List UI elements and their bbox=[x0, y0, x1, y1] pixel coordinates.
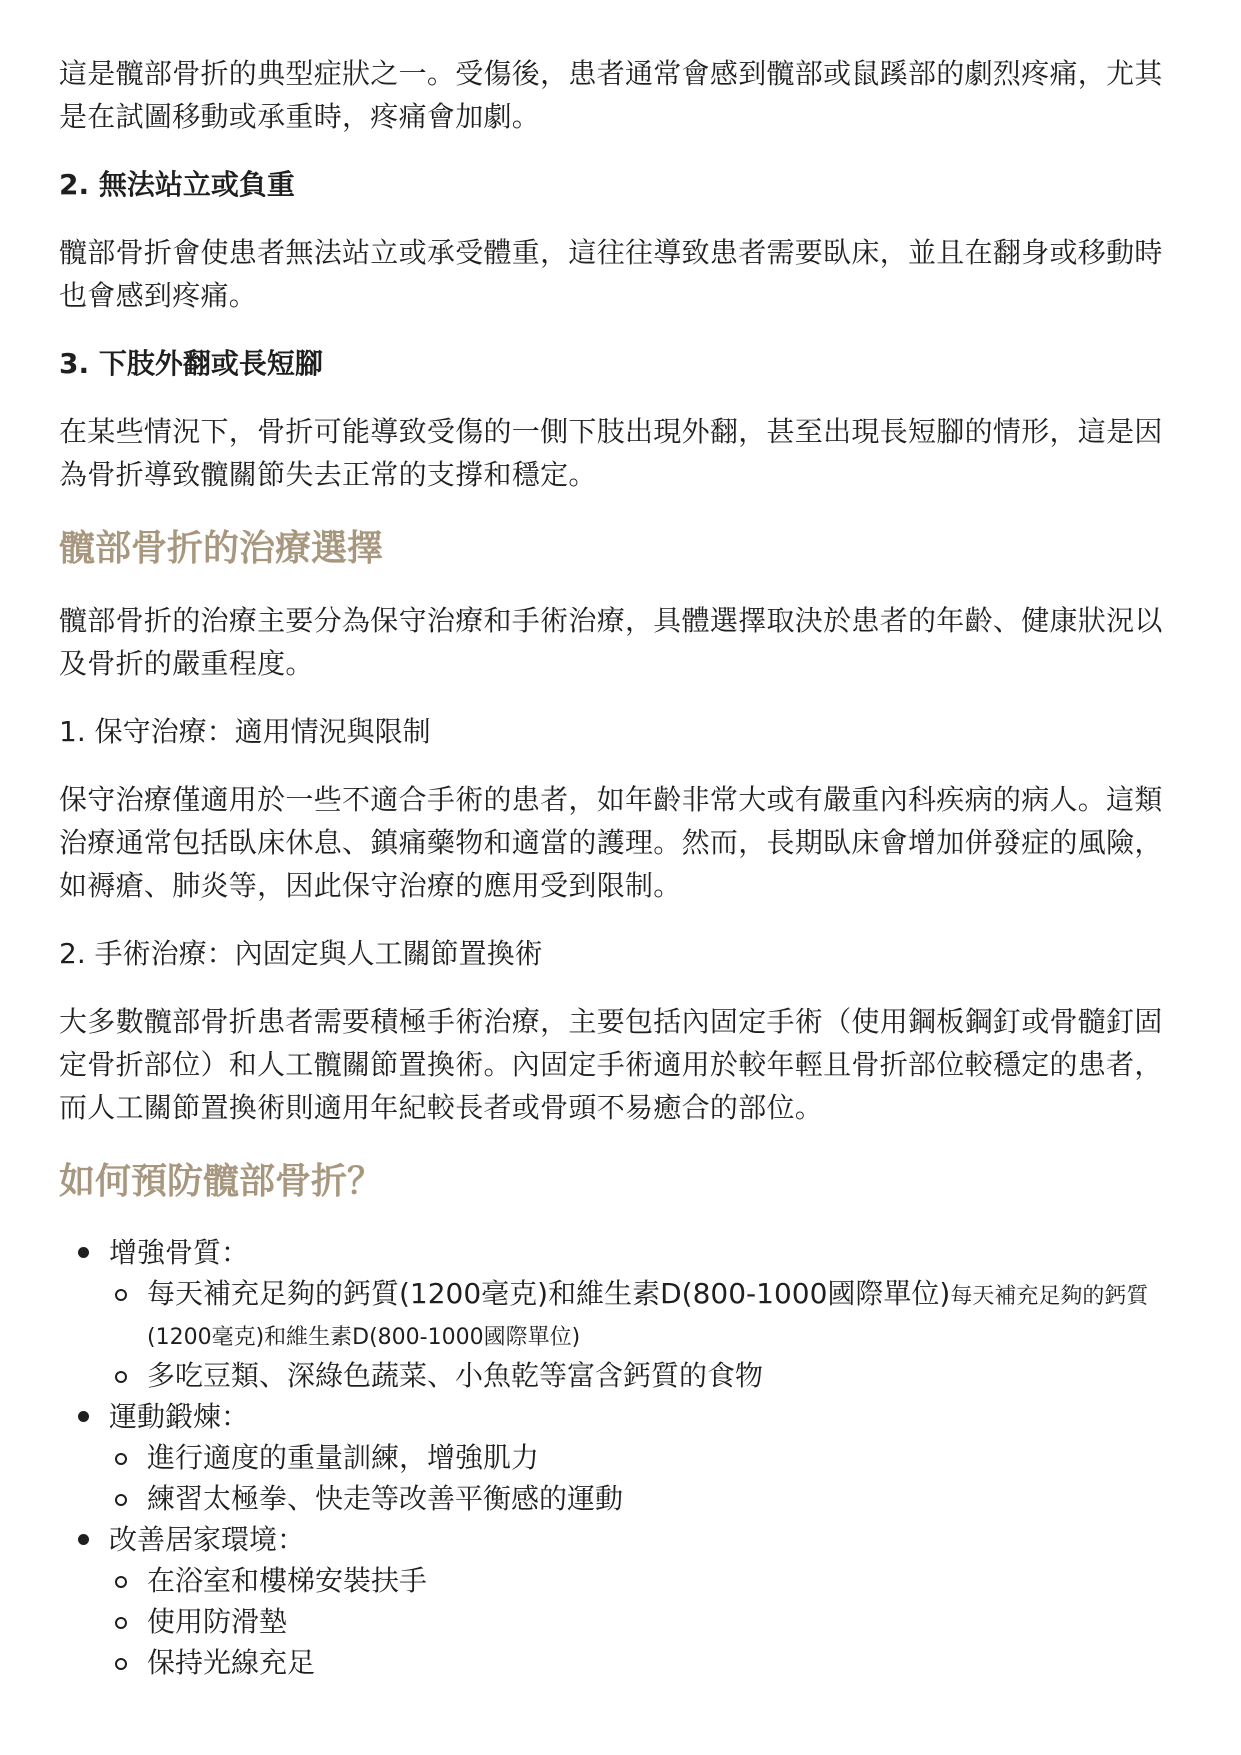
list-item-repeated-text: 每天補充足夠的鈣質(1200毫克)和維生素D(800-1000國際單位) bbox=[147, 1284, 1149, 1350]
prevention-section-title: 如何預防髖部骨折？ bbox=[59, 1161, 384, 1202]
list-item bbox=[109, 1273, 1183, 1355]
prevention-group bbox=[59, 1232, 1183, 1396]
prevention-group-label: 運動鍛煉： bbox=[109, 1400, 250, 1433]
bullet-dot-icon bbox=[78, 1411, 89, 1422]
bullet-circle-icon bbox=[115, 1494, 127, 1506]
bullet-dot-icon bbox=[78, 1534, 89, 1545]
bullet-circle-icon bbox=[115, 1371, 127, 1383]
list-item-text: 進行適度的重量訓練，增強肌力 bbox=[147, 1441, 540, 1474]
symptom-body: 髖部骨折會使患者無法站立或承受體重，這往往導致患者需要臥床，並且在翻身或移動時也會感到疼痛。 bbox=[59, 236, 1163, 312]
list-item-text: 多吃豆類、深綠色蔬菜、小魚乾等富含鈣質的食物 bbox=[147, 1359, 764, 1392]
list-item bbox=[109, 1560, 1183, 1601]
prevention-sublist bbox=[109, 1437, 1183, 1519]
prevention-list bbox=[59, 1232, 1183, 1683]
list-item-text: 保持光線充足 bbox=[147, 1646, 316, 1679]
symptom-body: 在某些情況下，骨折可能導致受傷的一側下肢出現外翻，甚至出現長短腳的情形，這是因為骨折導致髖關節失去正常的支撐和穩定。 bbox=[59, 415, 1163, 491]
list-item bbox=[109, 1642, 1183, 1683]
list-item-text: 練習太極拳、快走等改善平衡感的運動 bbox=[147, 1482, 624, 1515]
treatment-option-body: 大多數髖部骨折患者需要積極手術治療，主要包括內固定手術（使用鋼板鋼釘或骨髓釘固定骨折部位）和人工髖關節置換術。內固定手術適用於較年輕且骨折部位較穩定的患者，而人工關節置換術則適用年紀較長者或骨頭不易癒合的部位。 bbox=[59, 1005, 1163, 1124]
treatment-section-title: 髖部骨折的治療選擇 bbox=[59, 528, 384, 569]
bullet-circle-icon bbox=[115, 1453, 127, 1465]
treatment-option-body: 保守治療僅適用於一些不適合手術的患者，如年齡非常大或有嚴重內科疾病的病人。這類治療通常包括臥床休息、鎮痛藥物和適當的護理。然而，長期臥床會增加併發症的風險，如褥瘡、肺炎等，因此保守治療的應用受到限制。 bbox=[59, 783, 1163, 902]
prevention-group bbox=[59, 1519, 1183, 1683]
prevention-group-label: 增強骨質： bbox=[109, 1236, 250, 1269]
treatment-intro: 髖部骨折的治療主要分為保守治療和手術治療，具體選擇取決於患者的年齡、健康狀況以及骨折的嚴重程度。 bbox=[59, 604, 1163, 680]
bullet-circle-icon bbox=[115, 1576, 127, 1588]
list-item-text: 在浴室和樓梯安裝扶手 bbox=[147, 1564, 428, 1597]
symptom-heading: 2. 無法站立或負重 bbox=[59, 168, 295, 201]
list-item bbox=[109, 1478, 1183, 1519]
article-page bbox=[59, 52, 1183, 1683]
list-item-text: 每天補充足夠的鈣質(1200毫克)和維生素D(800-1000國際單位) bbox=[147, 1277, 951, 1310]
bullet-circle-icon bbox=[115, 1617, 127, 1629]
list-item bbox=[109, 1355, 1183, 1396]
list-item-text: 使用防滑墊 bbox=[147, 1605, 288, 1638]
list-item bbox=[109, 1601, 1183, 1642]
prevention-sublist bbox=[109, 1560, 1183, 1683]
intro-paragraph: 這是髖部骨折的典型症狀之一。受傷後，患者通常會感到髖部或鼠蹊部的劇烈疼痛，尤其是在試圖移動或承重時，疼痛會加劇。 bbox=[59, 57, 1163, 133]
treatment-option-heading: 1. 保守治療：適用情況與限制 bbox=[59, 715, 431, 748]
treatment-option-heading: 2. 手術治療：內固定與人工關節置換術 bbox=[59, 937, 543, 970]
prevention-sublist bbox=[109, 1273, 1183, 1396]
list-item bbox=[109, 1437, 1183, 1478]
prevention-group-label: 改善居家環境： bbox=[109, 1523, 306, 1556]
symptom-heading: 3. 下肢外翻或長短腳 bbox=[59, 347, 323, 380]
prevention-group bbox=[59, 1396, 1183, 1519]
bullet-circle-icon bbox=[115, 1658, 127, 1670]
bullet-circle-icon bbox=[115, 1289, 127, 1301]
bullet-dot-icon bbox=[78, 1247, 89, 1258]
